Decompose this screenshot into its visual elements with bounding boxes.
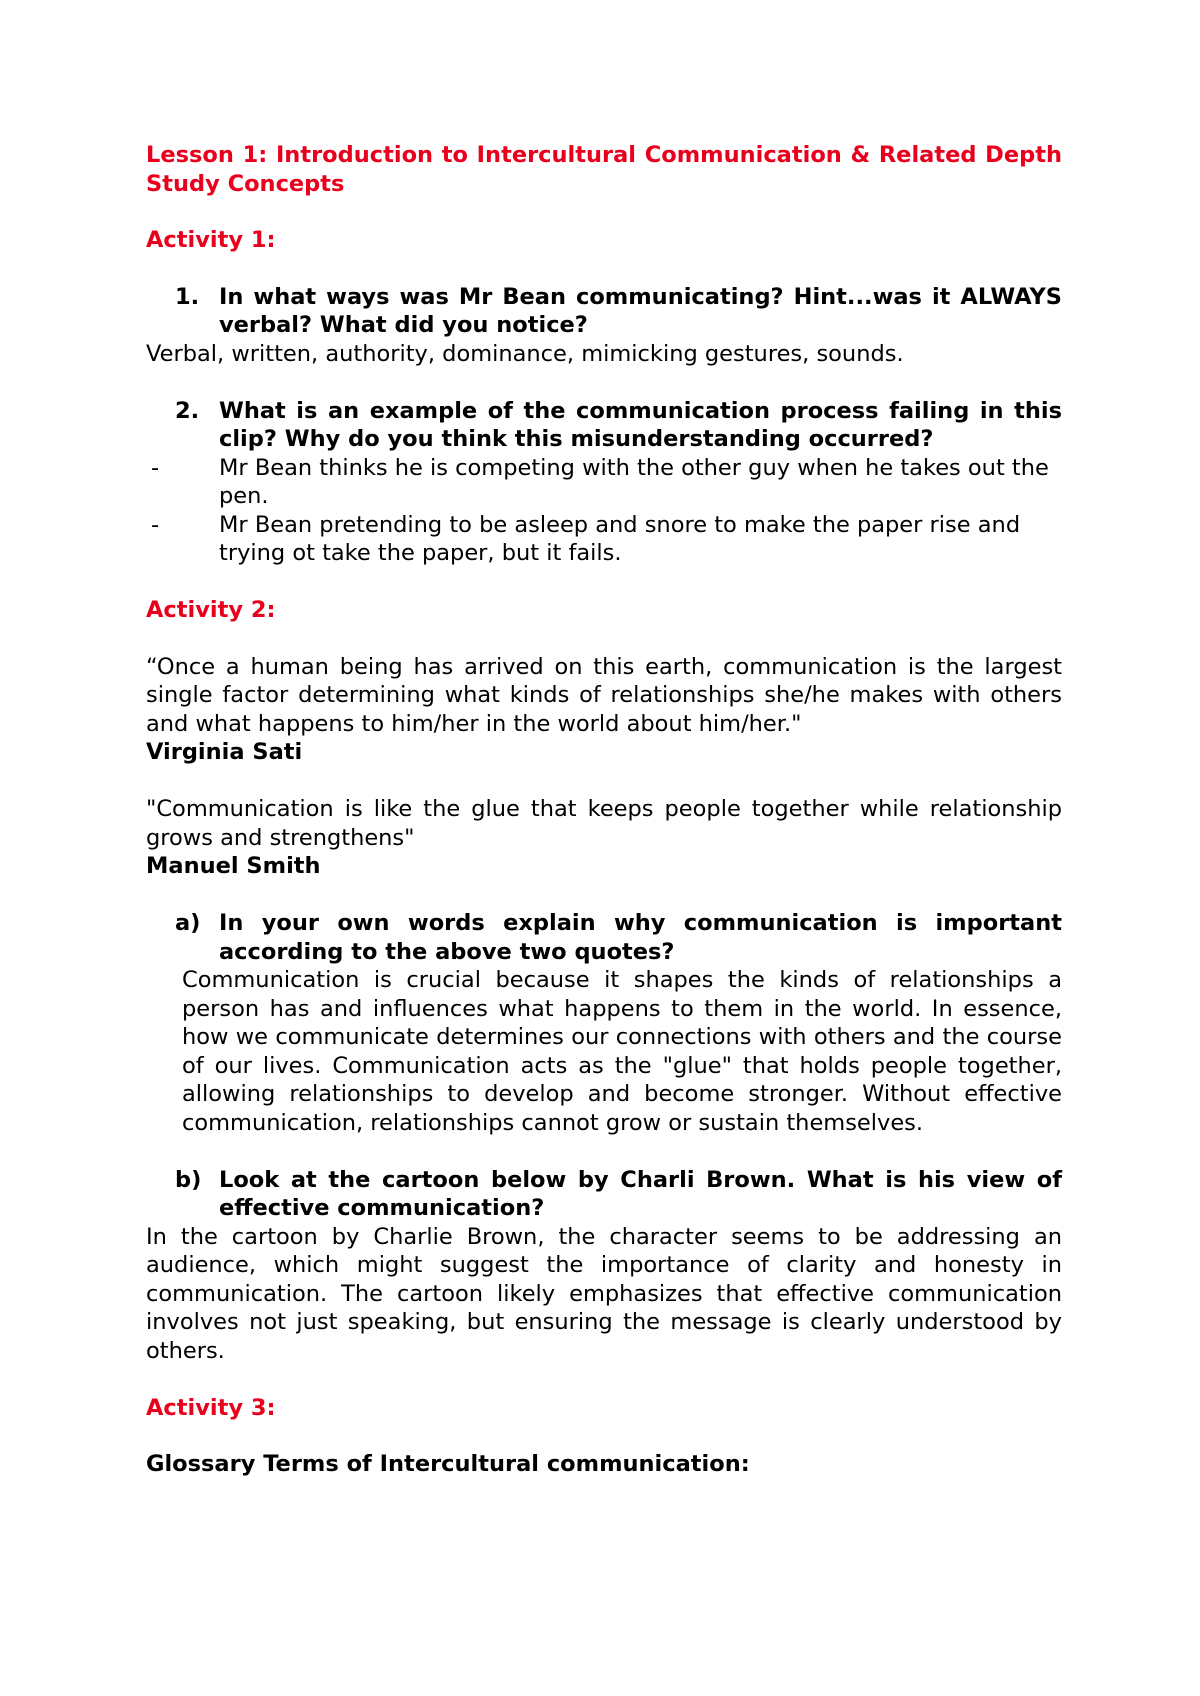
question-2-number: 2.: [175, 397, 200, 424]
question-a: [146, 909, 1062, 966]
glossary-heading: Glossary Terms of Intercultural communication:: [146, 1451, 750, 1477]
document-page: [146, 141, 1062, 1479]
activity-2-heading: Activity 2:: [146, 597, 276, 623]
question-1-number: 1.: [175, 283, 200, 310]
activity-1-heading: Activity 1:: [146, 227, 276, 253]
quote-2: "Communication is like the glue that keeps people together while relationship grows and strengthens": [146, 796, 1062, 851]
question-1-text: In what ways was Mr Bean communicating? Hint...was it ALWAYS verbal? What did you notice?: [219, 283, 1062, 338]
question-a-label: a): [175, 910, 201, 936]
bullet-dash: -: [151, 454, 160, 481]
question-b: [146, 1166, 1062, 1223]
question-2: [146, 397, 1062, 454]
quote-1: “Once a human being has arrived on this earth, communication is the largest single factor determining what kinds of relationships she/he makes with others and what happens to him/her in the world about him/her.": [146, 653, 1062, 737]
question-b-label: b): [175, 1166, 202, 1193]
answer-bullet-text: Mr Bean pretending to be asleep and snore to make the paper rise and trying ot take the paper, but it fails.: [219, 511, 1021, 566]
question-a-answer: Communication is crucial because it shapes the kinds of relationships a person has and influences what happens to them in the world. In essence, how we communicate determines our connections with others and the course of our lives. Communication acts as the "glue" that holds people together, allowing relationships to develop and become stronger. Without effective communication, relationships cannot grow or sustain themselves.: [182, 967, 1062, 1136]
question-2-text: What is an example of the communication process failing in this clip? Why do you think this misunderstanding occurred?: [219, 397, 1062, 452]
answer-bullet: [146, 454, 1062, 511]
question-b-answer: In the cartoon by Charlie Brown, the character seems to be addressing an audience, which might suggest the importance of clarity and honesty in communication. The cartoon likely emphasizes that effective communication involves not just speaking, but ensuring the message is clearly understood by others.: [146, 1223, 1062, 1364]
quote-2-author: Manuel Smith: [146, 853, 321, 879]
question-1-answer: Verbal, written, authority, dominance, mimicking gestures, sounds.: [146, 340, 904, 367]
lesson-title: Lesson 1: Introduction to Intercultural Communication & Related Depth Study Concepts: [146, 142, 1062, 197]
question-a-text: In your own words explain why communication is important according to the above two quotes?: [219, 910, 1062, 965]
answer-bullet-text: Mr Bean thinks he is competing with the other guy when he takes out the pen.: [219, 454, 1049, 509]
bullet-dash: -: [151, 511, 160, 538]
activity-3-heading: Activity 3:: [146, 1394, 276, 1421]
question-b-text: Look at the cartoon below by Charli Brown. What is his view of effective communication?: [219, 1166, 1062, 1221]
answer-bullet: [146, 511, 1062, 568]
quote-1-author: Virginia Sati: [146, 739, 303, 765]
question-1: [146, 283, 1062, 340]
